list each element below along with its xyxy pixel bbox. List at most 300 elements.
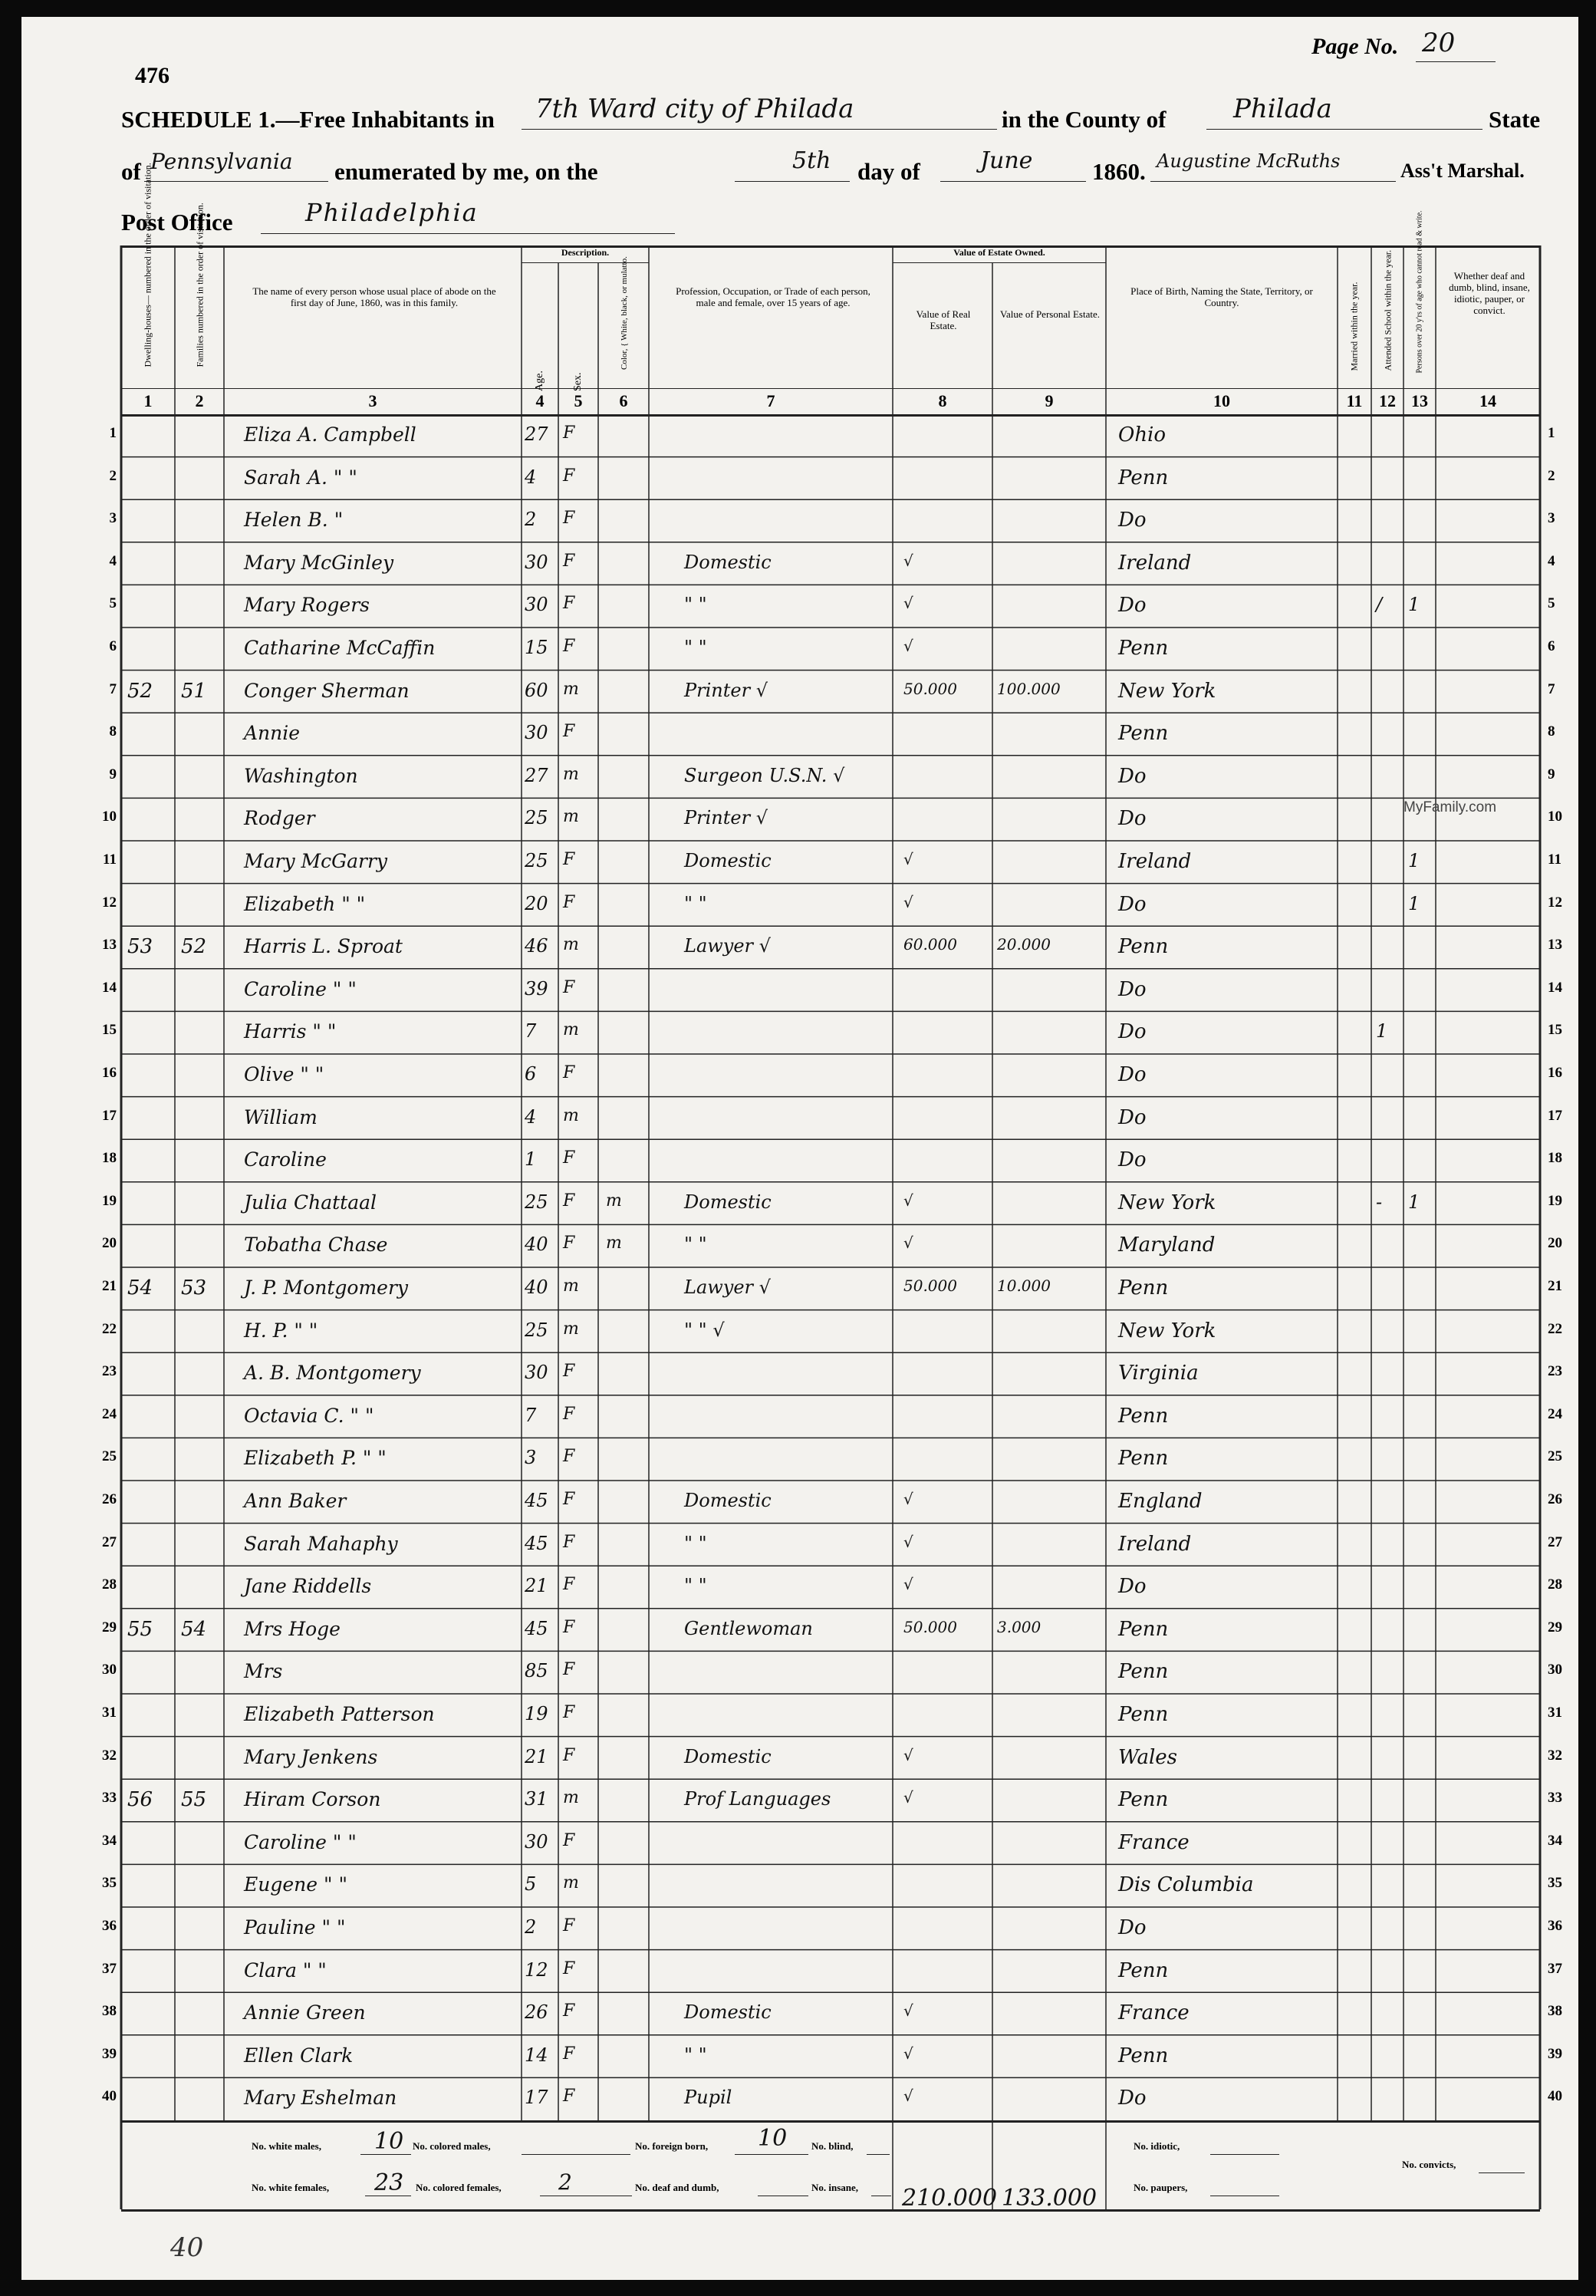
birthplace-cell: Do — [1118, 1020, 1147, 1044]
age-cell: 85 — [525, 1660, 548, 1682]
line-number-right: 37 — [1548, 1960, 1562, 1977]
line-number-left: 29 — [102, 1619, 117, 1636]
birthplace-cell: Do — [1118, 1575, 1147, 1599]
column-number: 1 — [143, 391, 153, 410]
sex-cell: m — [563, 1276, 579, 1296]
line-number-left: 5 — [109, 595, 117, 612]
occupation-cell: " " — [684, 892, 707, 914]
occupation-cell: Domestic — [684, 1745, 772, 1767]
line-number-left: 37 — [102, 1960, 117, 1977]
sex-cell: m — [563, 679, 579, 699]
sex-cell: F — [563, 977, 575, 997]
post-office-label: Post Office — [121, 209, 233, 236]
color-cell: m — [606, 1234, 622, 1253]
dwelling-number-cell: 52 — [127, 679, 153, 703]
cannot-read-cell: 1 — [1408, 594, 1420, 616]
sex-cell: m — [563, 1788, 579, 1808]
person-name-cell: Harris " " — [244, 1020, 337, 1043]
line-number-left: 23 — [102, 1363, 117, 1380]
age-cell: 25 — [525, 1191, 548, 1213]
sex-cell: F — [563, 1916, 575, 1935]
column-number: 7 — [766, 391, 775, 410]
line-number-right: 19 — [1548, 1192, 1562, 1209]
person-name-cell: J. P. Montgomery — [244, 1276, 409, 1299]
age-cell: 6 — [525, 1063, 537, 1085]
real-estate-cell: √ — [903, 2087, 913, 2106]
birthplace-cell: France — [1118, 1830, 1190, 1854]
birthplace-cell: Wales — [1118, 1745, 1178, 1769]
person-name-cell: Julia Chattaal — [244, 1191, 377, 1214]
cannot-read-cell: 1 — [1408, 1191, 1420, 1213]
line-number-right: 16 — [1548, 1065, 1562, 1081]
sex-cell: F — [563, 637, 575, 656]
column-number: 8 — [938, 391, 947, 410]
age-cell: 21 — [525, 1575, 548, 1597]
birthplace-cell: Penn — [1118, 466, 1169, 489]
white-males-label: No. white males, — [252, 2140, 321, 2152]
birthplace-cell: Do — [1118, 1148, 1147, 1172]
line-number-left: 21 — [102, 1278, 117, 1294]
line-number-left: 11 — [103, 852, 117, 868]
person-name-cell: Annie — [244, 722, 301, 745]
real-estate-cell: √ — [903, 637, 913, 655]
school-cell: 1 — [1376, 1020, 1388, 1043]
month-field: June — [980, 147, 1033, 174]
occupation-cell: Domestic — [684, 1191, 772, 1213]
marshal-field: Augustine McRuths — [1157, 150, 1341, 172]
age-cell: 40 — [525, 1276, 548, 1298]
age-cell: 25 — [525, 1319, 548, 1341]
age-cell: 7 — [525, 1404, 537, 1426]
line-number-right: 7 — [1548, 680, 1555, 697]
column-number: 5 — [574, 391, 583, 410]
day-field: 5th — [792, 147, 831, 174]
occupation-cell: " " — [684, 1575, 707, 1597]
sex-cell: F — [563, 1745, 575, 1765]
person-name-cell: Eugene " " — [244, 1873, 347, 1896]
sex-cell: F — [563, 1958, 575, 1978]
line-number-right: 40 — [1548, 2088, 1562, 2105]
dwelling-number-cell: 56 — [127, 1788, 153, 1812]
age-cell: 27 — [525, 764, 548, 786]
person-name-cell: Mrs — [244, 1660, 283, 1683]
age-cell: 26 — [525, 2001, 548, 2024]
schedule-label: SCHEDULE 1.—Free Inhabitants in — [121, 106, 495, 133]
person-name-cell: Helen B. " — [244, 509, 344, 532]
person-name-cell: Elizabeth P. " " — [244, 1447, 387, 1470]
person-name-cell: William — [244, 1105, 318, 1128]
line-number-left: 22 — [102, 1320, 117, 1337]
age-cell: 4 — [525, 1105, 537, 1128]
person-name-cell: Annie Green — [244, 2001, 366, 2024]
sex-cell: F — [563, 2044, 575, 2064]
sex-cell: F — [563, 1617, 575, 1637]
age-cell: 30 — [525, 551, 548, 573]
sex-cell: F — [563, 1404, 575, 1424]
occupation-cell: " " — [684, 2044, 707, 2066]
header-dwelling: Dwelling-houses— numbered in the order of visitation. — [142, 163, 153, 367]
person-name-cell: Mary Jenkens — [244, 1745, 378, 1768]
sex-cell: F — [563, 2001, 575, 2021]
person-name-cell: Ellen Clark — [244, 2044, 354, 2067]
real-estate-cell: 50.000 — [903, 1617, 957, 1636]
sex-cell: F — [563, 1660, 575, 1680]
age-cell: 45 — [525, 1490, 548, 1511]
line-number-left: 38 — [102, 2003, 117, 2020]
line-number-right: 31 — [1548, 1705, 1562, 1721]
birthplace-cell: Do — [1118, 764, 1147, 788]
header-sex: Sex. — [572, 372, 584, 391]
birthplace-cell: Penn — [1118, 1788, 1169, 1812]
line-number-right: 35 — [1548, 1875, 1562, 1892]
birthplace-cell: Do — [1118, 509, 1147, 532]
sex-cell: F — [563, 1362, 575, 1382]
person-name-cell: Washington — [244, 764, 358, 787]
birthplace-cell: Dis Columbia — [1118, 1873, 1254, 1897]
sex-cell: F — [563, 509, 575, 529]
cannot-read-cell: 1 — [1408, 850, 1420, 871]
age-cell: 25 — [525, 850, 548, 871]
occupation-cell: Domestic — [684, 551, 772, 573]
line-number-right: 30 — [1548, 1662, 1562, 1678]
line-number-left: 16 — [102, 1065, 117, 1081]
occupation-cell: " " — [684, 637, 707, 658]
header-school: Attended School within the year. — [1382, 249, 1394, 371]
real-estate-cell: √ — [903, 892, 913, 911]
birthplace-cell: Do — [1118, 2087, 1147, 2110]
header-married: Married within the year. — [1348, 282, 1360, 371]
person-name-cell: Catharine McCaffin — [244, 637, 436, 659]
line-number-left: 14 — [102, 979, 117, 996]
line-number-left: 36 — [102, 1918, 117, 1934]
sex-cell: F — [563, 466, 575, 486]
age-cell: 17 — [525, 2087, 548, 2109]
header-age: Age. — [534, 371, 545, 391]
age-cell: 27 — [525, 423, 548, 445]
line-number-right: 5 — [1548, 595, 1555, 612]
line-number-right: 15 — [1548, 1022, 1562, 1039]
occupation-cell: Printer √ — [684, 679, 768, 701]
line-number-right: 17 — [1548, 1107, 1562, 1124]
dwelling-number-cell: 53 — [127, 935, 153, 959]
line-number-right: 10 — [1548, 809, 1562, 825]
person-name-cell: Olive " " — [244, 1063, 324, 1085]
sex-cell: F — [563, 551, 575, 571]
occupation-cell: Gentlewoman — [684, 1617, 813, 1639]
person-name-cell: Mary McGinley — [244, 551, 394, 574]
line-number-left: 4 — [109, 552, 117, 569]
age-cell: 46 — [525, 935, 548, 957]
line-number-left: 1 — [109, 425, 117, 441]
birthplace-cell: New York — [1118, 679, 1216, 703]
white-males-value: 10 — [374, 2128, 404, 2155]
occupation-cell: Lawyer √ — [684, 1276, 771, 1298]
header-disability: Whether deaf and dumb, blind, insane, idiotic, pauper, or convict. — [1449, 270, 1530, 316]
header-description: Description. — [561, 247, 610, 258]
line-number-right: 20 — [1548, 1235, 1562, 1252]
sex-cell: F — [563, 423, 575, 443]
foreign-born-label: No. foreign born, — [635, 2140, 709, 2152]
sex-cell: F — [563, 1447, 575, 1467]
header-name: The name of every person whose usual place of abode on the first day of June, 1860, was in this family. — [252, 285, 496, 308]
line-number-left: 32 — [102, 1747, 117, 1764]
line-number-right: 23 — [1548, 1363, 1562, 1380]
colored-females-label: No. colored females, — [416, 2182, 502, 2193]
real-estate-cell: √ — [903, 850, 913, 868]
column-number: 9 — [1045, 391, 1054, 410]
age-cell: 2 — [525, 1916, 537, 1938]
birthplace-cell: Penn — [1118, 935, 1169, 959]
header-cannot-read: Persons over 20 y'rs of age who cannot read & write. — [1415, 210, 1424, 374]
line-number-right: 12 — [1548, 894, 1562, 911]
convicts-label: No. convicts, — [1402, 2159, 1456, 2170]
birthplace-cell: New York — [1118, 1319, 1216, 1342]
post-office-field: Philadelphia — [305, 198, 479, 227]
person-name-cell: Ann Baker — [244, 1490, 347, 1512]
header-personal-estate: Value of Personal Estate. — [1000, 308, 1100, 320]
family-number-cell: 52 — [181, 935, 207, 959]
line-number-left: 15 — [102, 1022, 117, 1039]
age-cell: 2 — [525, 509, 537, 531]
line-number-right: 38 — [1548, 2003, 1562, 2020]
line-number-right: 6 — [1548, 638, 1555, 654]
column-number: 3 — [368, 391, 377, 410]
person-name-cell: H. P. " " — [244, 1319, 318, 1342]
personal-estate-cell: 3.000 — [997, 1617, 1042, 1636]
person-name-cell: Mrs Hoge — [244, 1617, 341, 1640]
line-number-left: 26 — [102, 1491, 117, 1507]
line-number-right: 22 — [1548, 1320, 1562, 1337]
age-cell: 39 — [525, 977, 548, 1000]
ward-field: 7th Ward city of Philada — [535, 94, 854, 124]
age-cell: 45 — [525, 1617, 548, 1639]
line-number-left: 6 — [109, 638, 117, 654]
line-number-left: 25 — [102, 1448, 117, 1465]
line-number-left: 35 — [102, 1875, 117, 1892]
person-name-cell: Caroline " " — [244, 977, 357, 1000]
birthplace-cell: Ireland — [1118, 551, 1192, 575]
page-label: Page No. — [1311, 34, 1399, 59]
deaf-label: No. deaf and dumb, — [635, 2182, 719, 2193]
enumerated-label: enumerated by me, on the — [334, 158, 598, 185]
age-cell: 25 — [525, 807, 548, 829]
sex-cell: F — [563, 1148, 575, 1168]
person-name-cell: Sarah A. " " — [244, 466, 357, 489]
age-cell: 4 — [525, 466, 537, 488]
sex-cell: F — [563, 2087, 575, 2107]
birthplace-cell: Virginia — [1118, 1362, 1199, 1385]
person-name-cell: Pauline " " — [244, 1916, 346, 1939]
white-females-value: 23 — [374, 2169, 404, 2196]
sex-cell: F — [563, 1703, 575, 1722]
person-name-cell: Tobatha Chase — [244, 1234, 388, 1257]
person-name-cell: Jane Riddells — [244, 1575, 372, 1598]
birthplace-cell: Do — [1118, 1916, 1147, 1939]
column-number: 6 — [619, 391, 628, 410]
age-cell: 40 — [525, 1234, 548, 1256]
birthplace-cell: Penn — [1118, 1276, 1169, 1300]
dwelling-number-cell: 55 — [127, 1617, 153, 1641]
age-cell: 7 — [525, 1020, 537, 1043]
person-name-cell: Hiram Corson — [244, 1788, 381, 1811]
sex-cell: F — [563, 850, 575, 869]
birthplace-cell: Penn — [1118, 2044, 1169, 2067]
sex-cell: F — [563, 1490, 575, 1509]
occupation-cell: " " — [684, 1234, 707, 1256]
occupation-cell: Prof Languages — [684, 1788, 831, 1810]
line-number-right: 3 — [1548, 510, 1555, 527]
line-number-left: 7 — [109, 680, 117, 697]
age-cell: 15 — [525, 637, 548, 658]
line-number-right: 26 — [1548, 1491, 1562, 1507]
census-page — [21, 17, 1578, 2280]
bottom-note: 40 — [170, 2232, 204, 2263]
age-cell: 45 — [525, 1532, 548, 1554]
line-number-right: 36 — [1548, 1918, 1562, 1934]
birthplace-cell: Do — [1118, 807, 1147, 831]
birthplace-cell: Ireland — [1118, 1532, 1192, 1556]
birthplace-cell: England — [1118, 1490, 1203, 1513]
school-cell: - — [1376, 1191, 1383, 1213]
birthplace-cell: France — [1118, 2001, 1190, 2025]
birthplace-cell: Do — [1118, 892, 1147, 916]
sex-cell: F — [563, 1191, 575, 1211]
sex-cell: m — [563, 1319, 579, 1339]
state-field: Pennsylvania — [150, 149, 293, 174]
occupation-cell: Printer √ — [684, 807, 768, 829]
birthplace-cell: Do — [1118, 1105, 1147, 1129]
person-name-cell: Conger Sherman — [244, 679, 410, 702]
real-estate-cell: √ — [903, 1575, 913, 1594]
birthplace-cell: Penn — [1118, 722, 1169, 746]
paupers-label: No. paupers, — [1134, 2182, 1188, 2193]
person-name-cell: A. B. Montgomery — [244, 1362, 421, 1385]
watermark: MyFamily.com — [1403, 799, 1497, 815]
line-number-right: 4 — [1548, 552, 1555, 569]
colored-females-value: 2 — [558, 2169, 572, 2195]
age-cell: 21 — [525, 1745, 548, 1767]
real-estate-cell: √ — [903, 1191, 913, 1210]
line-number-left: 33 — [102, 1790, 117, 1807]
county-label: in the County of — [1002, 106, 1167, 133]
person-name-cell: Octavia C. " " — [244, 1404, 374, 1427]
person-name-cell: Eliza A. Campbell — [244, 423, 416, 446]
age-cell: 20 — [525, 892, 548, 914]
age-cell: 30 — [525, 1362, 548, 1384]
personal-estate-total: 133.000 — [1002, 2185, 1097, 2212]
occupation-cell: Domestic — [684, 2001, 772, 2024]
line-number-left: 39 — [102, 2045, 117, 2062]
real-estate-cell: √ — [903, 594, 913, 613]
column-number: 12 — [1379, 391, 1396, 410]
personal-estate-cell: 10.000 — [997, 1276, 1051, 1295]
line-number-left: 12 — [102, 894, 117, 911]
color-cell: m — [606, 1191, 622, 1211]
line-number-right: 18 — [1548, 1150, 1562, 1167]
birthplace-cell: Do — [1118, 977, 1147, 1001]
line-number-left: 27 — [102, 1533, 117, 1550]
day-of-label: day of — [857, 158, 920, 185]
line-number-left: 3 — [109, 510, 117, 527]
white-females-label: No. white females, — [252, 2182, 330, 2193]
line-number-left: 8 — [109, 723, 117, 740]
line-number-left: 31 — [102, 1705, 117, 1721]
school-cell: / — [1376, 594, 1383, 616]
occupation-cell: " " — [684, 594, 707, 616]
line-number-right: 39 — [1548, 2045, 1562, 2062]
occupation-cell: Domestic — [684, 850, 772, 871]
header-occupation: Profession, Occupation, or Trade of each person, male and female, over 15 years of age. — [676, 285, 870, 308]
person-name-cell: Elizabeth " " — [244, 892, 366, 915]
birthplace-cell: Penn — [1118, 1660, 1169, 1684]
family-number-cell: 53 — [181, 1276, 207, 1300]
birthplace-cell: Penn — [1118, 1703, 1169, 1726]
sex-cell: m — [563, 1873, 579, 1893]
family-number-cell: 54 — [181, 1617, 207, 1641]
line-number-right: 24 — [1548, 1405, 1562, 1422]
family-number-cell: 51 — [181, 679, 207, 703]
line-number-right: 33 — [1548, 1790, 1562, 1807]
sex-cell: m — [563, 935, 579, 955]
birthplace-cell: Penn — [1118, 1447, 1169, 1471]
column-number: 14 — [1479, 391, 1496, 410]
real-estate-cell: √ — [903, 2044, 913, 2063]
real-estate-total: 210.000 — [902, 2185, 998, 2212]
real-estate-cell: √ — [903, 1490, 913, 1508]
blind-label: No. blind, — [811, 2140, 854, 2152]
person-name-cell: Rodger — [244, 807, 315, 830]
sex-cell: m — [563, 1105, 579, 1125]
line-number-right: 9 — [1548, 766, 1555, 782]
line-number-left: 40 — [102, 2088, 117, 2105]
line-number-left: 30 — [102, 1662, 117, 1678]
line-number-right: 14 — [1548, 979, 1562, 996]
age-cell: 12 — [525, 1958, 548, 1981]
of-label: of — [121, 158, 141, 185]
line-number-left: 10 — [102, 809, 117, 825]
birthplace-cell: Penn — [1118, 1958, 1169, 1982]
column-number: 2 — [195, 391, 204, 410]
birthplace-cell: Penn — [1118, 1404, 1169, 1428]
person-name-cell: Caroline " " — [244, 1830, 357, 1853]
line-number-left: 28 — [102, 1576, 117, 1593]
line-number-right: 25 — [1548, 1448, 1562, 1465]
personal-estate-cell: 100.000 — [997, 679, 1061, 698]
line-number-right: 8 — [1548, 723, 1555, 740]
person-name-cell: Caroline — [244, 1148, 327, 1171]
sex-cell: F — [563, 1063, 575, 1082]
birthplace-cell: Maryland — [1118, 1234, 1216, 1257]
real-estate-cell: 50.000 — [903, 679, 957, 698]
age-cell: 19 — [525, 1703, 548, 1724]
age-cell: 14 — [525, 2044, 548, 2066]
occupation-cell: Domestic — [684, 1490, 772, 1511]
line-number-right: 34 — [1548, 1832, 1562, 1849]
column-number: 10 — [1213, 391, 1230, 410]
age-cell: 5 — [525, 1873, 537, 1896]
person-name-cell: Mary McGarry — [244, 850, 388, 872]
marshal-label: Ass't Marshal. — [1400, 160, 1525, 182]
age-cell: 30 — [525, 594, 548, 616]
sex-cell: F — [563, 722, 575, 742]
line-number-left: 17 — [102, 1107, 117, 1124]
occupation-cell: " " √ — [684, 1319, 725, 1341]
personal-estate-cell: 20.000 — [997, 935, 1051, 954]
line-number-left: 13 — [102, 937, 117, 954]
sex-cell: F — [563, 1532, 575, 1552]
line-number-right: 27 — [1548, 1533, 1562, 1550]
header-color: Color, { White, black, or mulatto. — [620, 256, 629, 370]
